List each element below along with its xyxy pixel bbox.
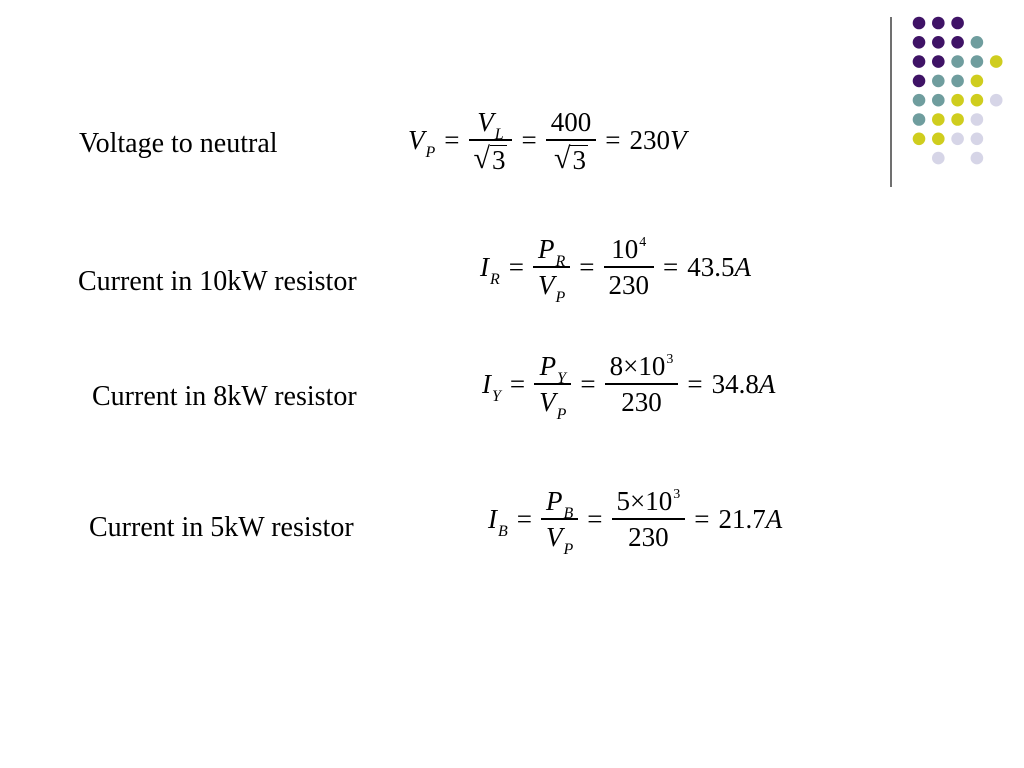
decorative-dot — [913, 113, 926, 126]
decorative-dot — [971, 36, 984, 49]
decorative-dot — [971, 113, 984, 126]
result: 21.7A — [718, 503, 783, 534]
decorative-dot — [932, 113, 945, 126]
fraction-power-voltage: $\frac{P_B}{V_P}$ — [541, 487, 578, 551]
sqrt-symbol: √ 3 — [553, 141, 586, 175]
decorative-dot — [951, 113, 964, 126]
result: 43.5A — [687, 251, 752, 282]
decorative-dot — [932, 152, 945, 165]
fraction-value: $\frac{10^4}{230}$ — [604, 235, 655, 299]
decorative-dot — [990, 55, 1003, 68]
decorative-dot — [913, 94, 926, 107]
decorative-dot — [971, 55, 984, 68]
equation-current-5kw: $I_B$ = $\frac{P_B}{V_P}$ = $\frac{5\times 10^3}{230}$ = 21.7A — [488, 486, 783, 558]
decorative-dot — [951, 75, 964, 88]
decorative-dot — [932, 17, 945, 30]
decorative-dot — [971, 152, 984, 165]
decorative-dot — [932, 75, 945, 88]
fraction-power-voltage: $\frac{P_R}{V_P}$ — [533, 235, 570, 299]
label-current-8kw: Current in 8kW resistor — [92, 381, 357, 412]
decorative-dot — [951, 94, 964, 107]
fraction-power-voltage: $\frac{P_Y}{V_P}$ — [534, 352, 571, 416]
decorative-dot — [971, 94, 984, 107]
lhs: $I_R$ — [480, 251, 500, 288]
lhs: $V_P$ — [408, 125, 436, 162]
fraction-value: $\frac{5\times 10^3}{230}$ — [612, 487, 686, 551]
decorative-dot — [913, 36, 926, 49]
equation-current-10kw: $I_R$ = $\frac{P_R}{V_P}$ = $\frac{10^4}{230}$ = 43.5A — [480, 234, 752, 306]
equation-voltage-to-neutral: $V_P$ = $V_L$ √ 3 = 400 √ 3 = 230V — [408, 107, 687, 175]
decorative-dot — [951, 36, 964, 49]
result: 230V — [629, 125, 687, 156]
fraction-value: $\frac{8\times 10^3}{230}$ — [605, 352, 679, 416]
decorative-dot — [913, 17, 926, 30]
decorative-dot — [971, 133, 984, 146]
lhs: $I_Y$ — [482, 368, 501, 405]
decorative-dot — [932, 94, 945, 107]
lhs: $I_B$ — [488, 503, 508, 540]
sqrt-symbol: √ 3 — [473, 141, 506, 175]
decorative-dot — [990, 94, 1003, 107]
fraction-line-voltage: $V_L$ √ 3 — [469, 108, 513, 174]
divider-line — [890, 17, 892, 187]
decorative-dot — [932, 55, 945, 68]
equation-current-8kw: $I_Y$ = $\frac{P_Y}{V_P}$ = $\frac{8\times 10^3}{230}$ = 34.8A — [482, 351, 776, 423]
decorative-dot — [951, 133, 964, 146]
decorative-dot — [932, 36, 945, 49]
label-current-10kw: Current in 10kW resistor — [78, 266, 357, 297]
decorative-dot — [913, 55, 926, 68]
decorative-dot — [951, 55, 964, 68]
result: 34.8A — [711, 368, 776, 399]
label-current-5kw: Current in 5kW resistor — [89, 512, 354, 543]
decorative-dot — [913, 133, 926, 146]
decorative-dot — [971, 75, 984, 88]
decorative-dot — [951, 17, 964, 30]
decorative-dot — [913, 75, 926, 88]
label-voltage-to-neutral: Voltage to neutral — [79, 128, 278, 159]
decorative-dot — [932, 133, 945, 146]
fraction-value: 400 √ 3 — [546, 108, 597, 174]
